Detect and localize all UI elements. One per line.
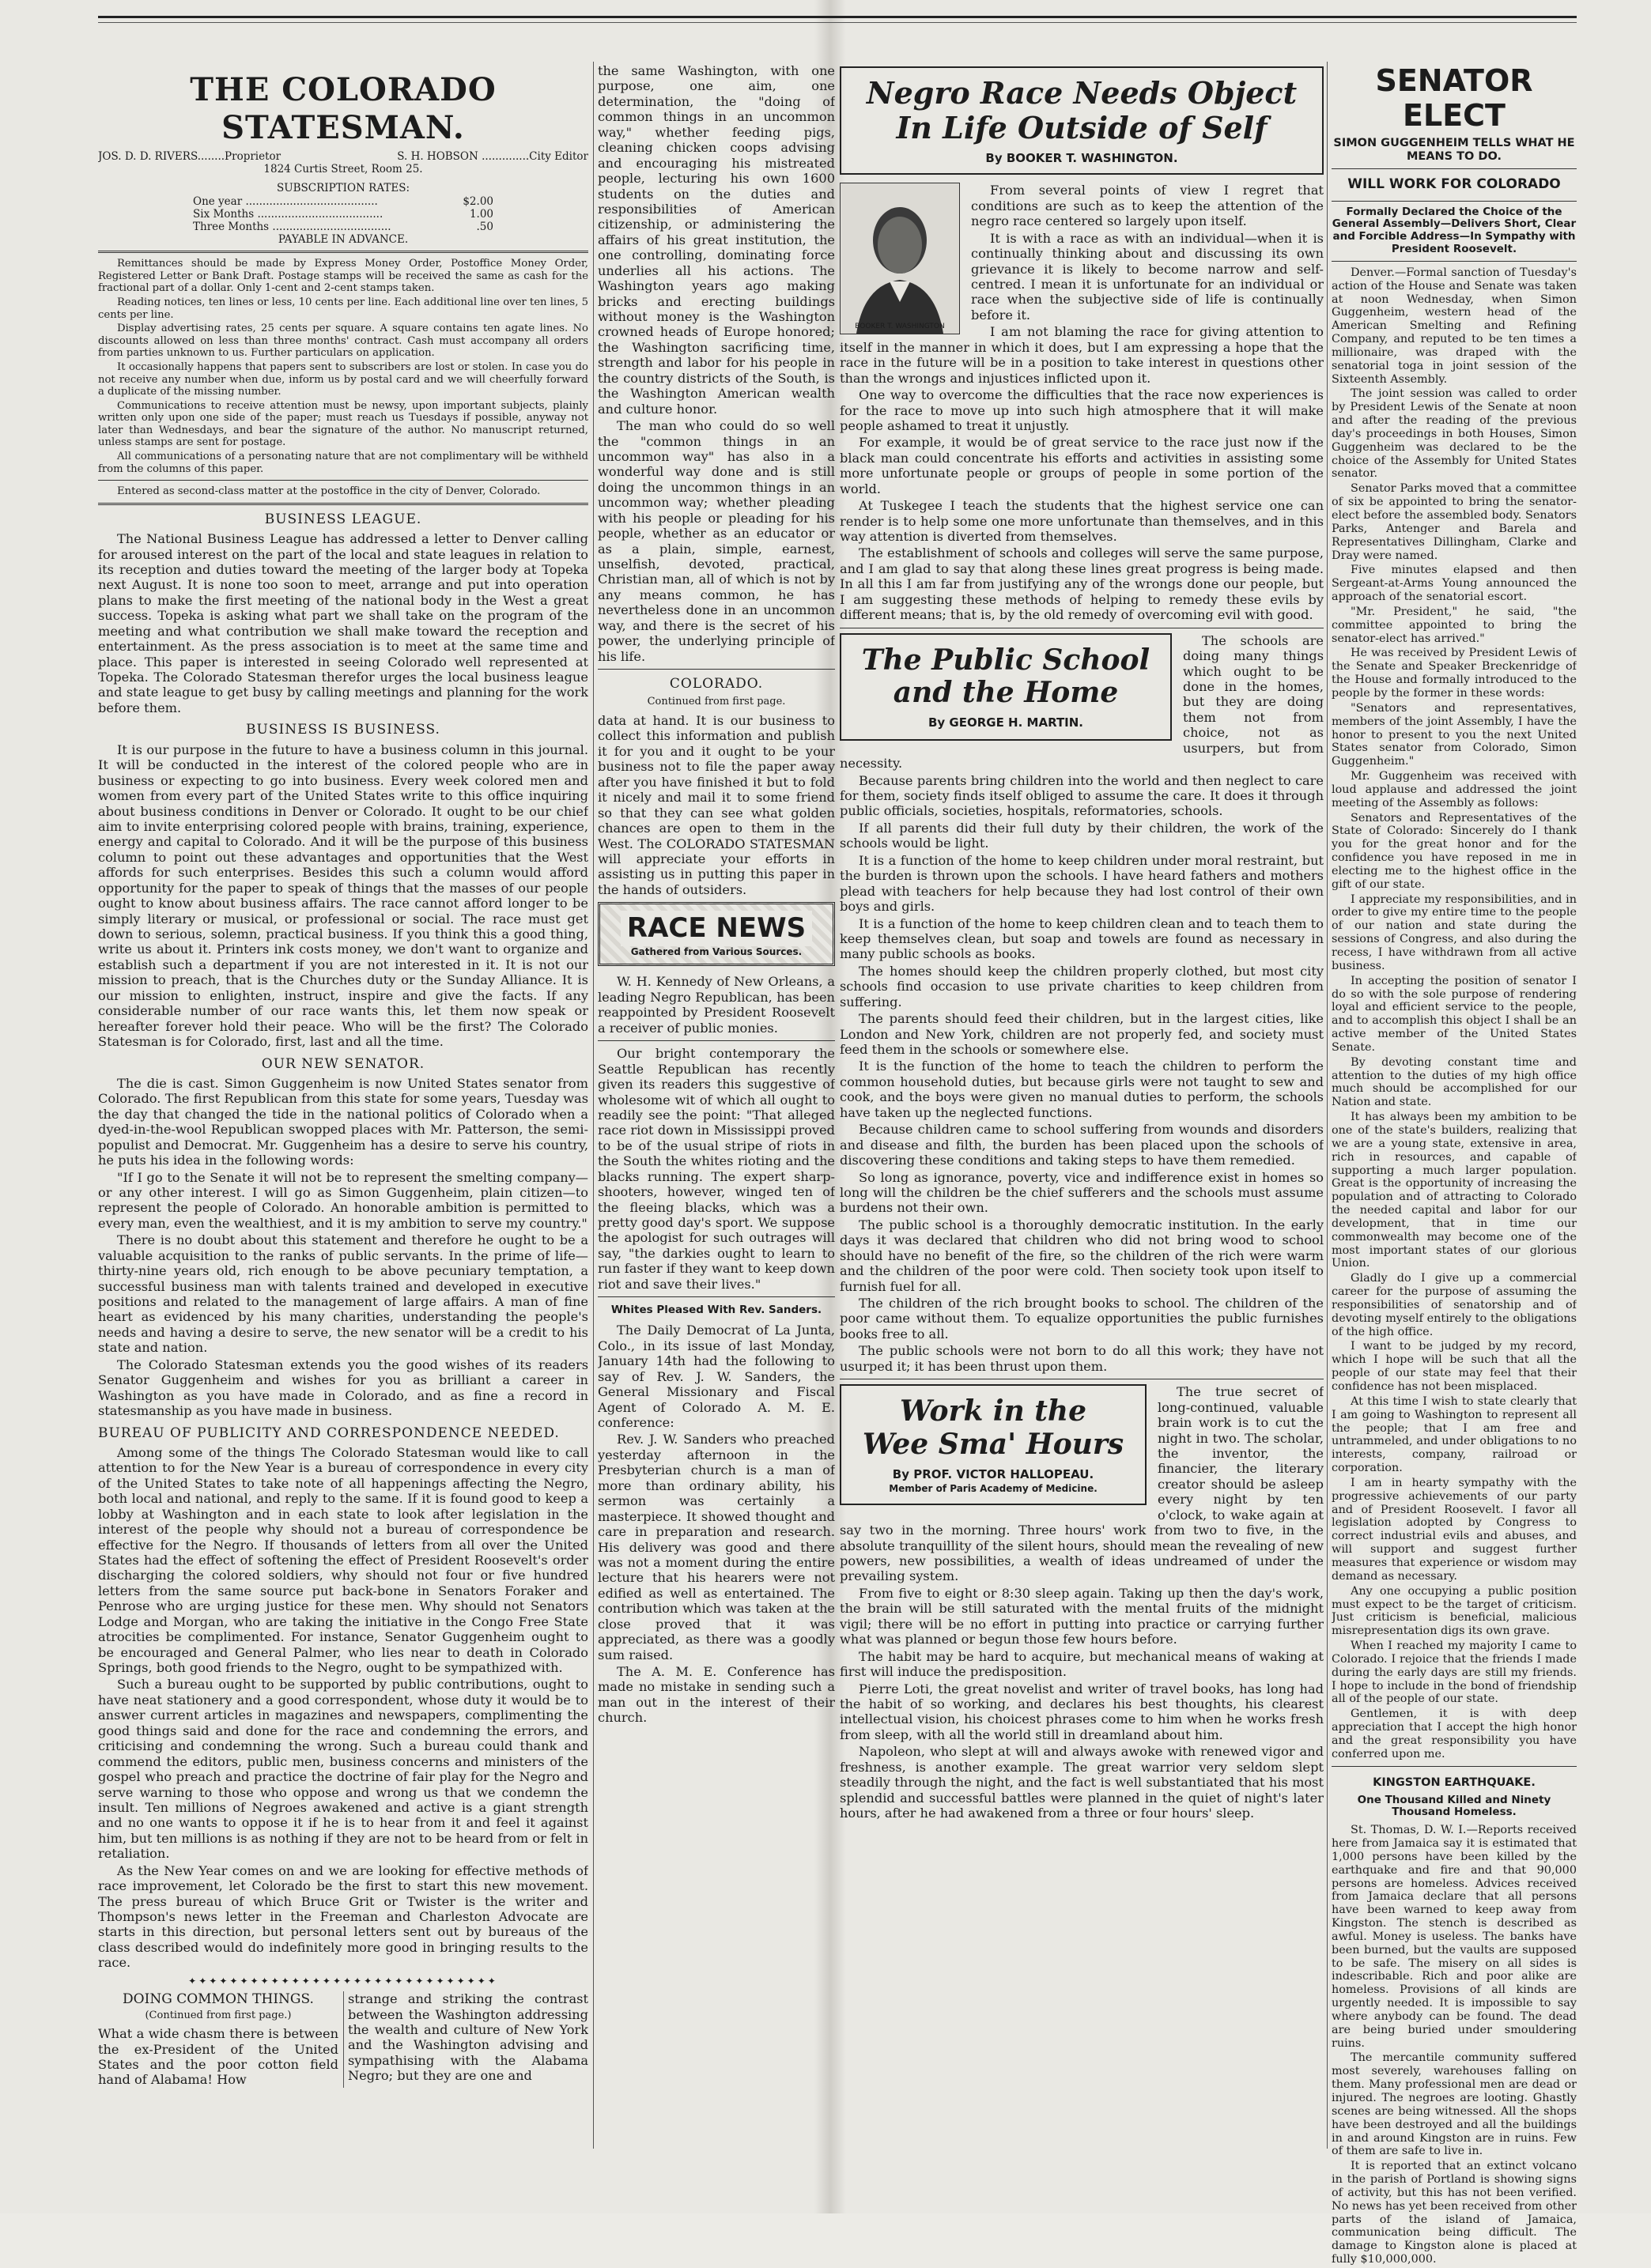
divider [598,669,835,670]
article-paragraph: The National Business League has addressed a letter to Denver calling for aroused interest on the part of the local and state leagues in relation to its reception and duties toward the meeting of the larger body at Topeka next August. It is none too soon to meet, arrange and put into operation plans to make the first meeting of the national body in the West a great success. Topeka is asking what part we shall take on the program of the meeting and what contribution we shall make toward the reception and entertainment. As the press association is to meet at the same time and place. This paper is interested in seeing Colorado well represented at Topeka. The Colorado Statesman therefor urges the local business league and state league to get busy by calling meetings and planning for the work before them. [98,531,588,715]
article-paragraph: So long as ignorance, poverty, vice and indifference exist in homes so long will the children be the chief sufferers and the schools must assume burdens not their own. [840,1169,1324,1216]
divider [598,1040,835,1041]
article-paragraph: The children of the rich brought books to school. The children of the poor came without them. To equalize opportunities the public furnishes books free to all. [840,1296,1324,1342]
article-paragraph: The mercantile community suffered most severely, warehouses falling on them. Many professional men are dead or injured. The negroes are looting. Ghastly scenes are being witnessed. All the shops have been destroyed and all the buildings in and around Kingston are in ruins. Few of them are safe to live in. [1332,2051,1577,2158]
article-paragraph: The joint session was called to order by President Lewis of the Senate at noon and after the reading of the previous day's proceedings in both Houses, Simon Guggenheim was declared to be the choice of the Assembly for United States senator. [1332,387,1577,481]
public-school-headline-box [840,633,1172,742]
divider [98,251,588,253]
article-paragraph: I appreciate my responsibilities, and in order to give my entire time to the people of our nation and state during the sessions of Congress, and also during the recess, I have withdrawn from all active business. [1332,892,1577,972]
article-paragraph: It is the function of the home to teach the children to perform the common household duties, but because girls were not taught to sew and cook, and the boys were given no manual duties to perform, the schools have taken up the neglected functions. [840,1059,1324,1120]
column-4 [1332,63,1577,2268]
article-paragraph: What a wide chasm there is between the ex-President of the United States and the poor cotton field hand of Alabama! How [98,2026,338,2088]
article-paragraph: Gentlemen, it is with deep appreciation that I accept the high honor and the great responsibility you have conferred upon me. [1332,1708,1577,1760]
article-paragraph: the same Washington, with one purpose, one aim, one determination, the "doing of common things in an uncommon way," whether feeding pigs, cleaning chicken coops advising and encouraging his mistreated people, lecturing his own 1600 students on the duties and responsibilities of American citizenship, or administering the affairs of his great institution, the one controlling, dominating force underlies all his actions. The Washington years ago making bricks and erecting buildings without money is the Washington crowned heads of Europe honored; the Washington sacrificing time, strength and labor for his people in the country districts of the South, is the Washington American wealth and culture honor. [598,63,835,417]
article-paragraph: The man who could do so well the "common things in an uncommon way" has also in a wonderful way done and is still doing the uncommon things in an uncommon way; whether pleading with his people or pleading for his people, whether as an educator or as a plain, simple, earnest, unselfish, devoted, practical, Christian man, all of which is not by any means common, he has nevertheless done in an uncommon way, and there is the secret of his power, the underlying principle of his life. [598,418,835,664]
column-rule-1 [593,62,594,2149]
article-paragraph: The die is cast. Simon Guggenheim is now United States senator from Colorado. The first Republican from this state for some years, Tuesday was the day that changed the tide in the national politics of Colorado when a dyed-in-the-wool Republican swopped places with Mr. Patterson, the semi-populist and Democrat. Mr. Guggenheim has a desire to serve his country, he puts his idea in the following words: [98,1075,588,1168]
divider [1332,261,1577,262]
top-rule-thin [98,22,1577,23]
masthead-staff [98,150,588,163]
sanders-heading: Whites Pleased With Rev. Sanders. [610,1304,822,1317]
article-paragraph: Senators and Representatives of the State of Colorado: Sincerely do I thank you for the great honor and for the confidence you have reposed in me in electing me to the highest office in the gift of our state. [1332,811,1577,891]
headline-line: Negro Race Needs Object [866,75,1298,111]
divider [1332,1766,1577,1767]
article-paragraph: The Colorado Statesman extends you the good wishes of its readers Senator Guggenheim and wishes for you as brilliant a career in Washington as you have made in Colorado, and as fine a record in statesmanship as you have made in business. [98,1357,588,1419]
article-paragraph: The public school is a thoroughly democratic institution. In the early days it was declared that children who did not bring wood to school should have no benefit of the fire, so the children of the rich were warm and the children of the poor were cold. Then society took upon itself to furnish fuel for all. [840,1217,1324,1294]
article-paragraph: The A. M. E. Conference has made no mistake in sending such a man out in the interest of their church. [598,1664,835,1726]
article-paragraph: When I reached my majority I came to Colorado. I rejoice that the friends I made during the early days are still my friends. I hope to include in the bond of friendship all of the people of our state. [1332,1640,1577,1706]
byline: By GEORGE H. MARTIN. [928,715,1084,730]
senator-elect-headline: SENATOR ELECT [1375,63,1533,134]
colorado-heading: COLORADO. [669,676,764,692]
rate-row: One year ....................................... $2.00 [193,194,493,208]
article-paragraph: From several points of view I regret that conditions are such as to keep the attention of the negro race centered so largely upon itself. [971,183,1324,229]
kingston-deck: One Thousand Killed and Ninety Thousand Homeless. [1357,1793,1551,1819]
divider [98,503,588,505]
wee-hours-headline-box [840,1384,1147,1505]
senator-subhead-2: WILL WORK FOR COLORADO [1347,175,1561,192]
ornament-rule: ✦✦✦✦✦✦✦✦✦✦✦✦✦✦✦✦✦✦✦✦✦✦✦✦✦✦✦✦✦✦ [188,1975,498,1987]
article-paragraph: "If I go to the Senate it will not be to represent the smelting company—or any other interest. I will go as Simon Guggenheim, plain citizen—to represent the people of Colorado. An honorable ambition is permitted to every man, even the wealthiest, and it is my ambition to serve my country." [98,1169,588,1231]
masthead-title: THE COLORADO STATESMAN. [190,71,497,146]
article-paragraph: It is our purpose in the future to have a business column in this journal. It will be conducted in the interest of the colored people who are in business or expecting to go into business. Every week colored men and women from every part of the United States write to this office inquiring about business conditions in Denver or Colorado. It ought to be our chief aim to invite enterprising colored people with brains, training, experience, energy and capital to Colorado. And it will be the purpose of this business column to point out these advantages and opportunities that the West affords for such enterprises. Besides this such a column would afford opportunity for the paper to speak of things that the masses of our people ought to know about business affairs. The race cannot afford longer to be simply literary or musical, or professional or social. The race must get down to serious, solemn, practical business. If you think this a good thing, write us about it. Printers ink costs money, we don't want to organize and establish such a department if you are not interested in it. It is not our mission to preach, that is the Churches duty or the Sunday Alliance. It is our mission to enlighten, instruct, inspire and give the facts. If any considerable number of our race wants this, let them now speak or hereafter forever hold their peace. Who will be the first? The Colorado Statesman is for Colorado, first, last and all the time. [98,742,588,1050]
article-paragraph: The true secret of long-continued, valuable brain work is to cut the night in two. The scholar, the inventor, the financier, the literary creator should be asleep every night by ten o'clock, to wake again at say two in the morning. Three hours' work from two to five, in the absolute tranquillity of the silent hours, should mean the revealing of new powers, new possibilities, a wealth of ideas undreamed of under the prevailing system. [840,1384,1324,1584]
race-news-title: RACE NEWS [621,911,812,946]
article-paragraph: Rev. J. W. Sanders who preached yesterday afternoon in the Presbyterian church is a man of more than ordinary ability, his sermon was certainly a masterpiece. It showed thought and care in preparation and research. His delivery was good and there was not a moment during the entire lecture that his hearers were not edified as well as entertained. The contribution which was taken at the close proved that it was appreciated, as there was a goodly sum raised. [598,1432,835,1662]
headline-line: The Public School [861,643,1150,677]
rate-row: Six Months ..................................... 1.00 [193,207,493,221]
divider [1332,168,1577,169]
masthead-address: 1824 Curtis Street, Room 25. [263,163,423,176]
article-paragraph: It has always been my ambition to be one of the state's builders, realizing that we are a young state, extensive in area, rich in resources, and capable of supporting a much larger population. Great is the opportunity of increasing the population and of attracting to Colorado the needed capital and labor for our development, that in time our commonwealth may become one of the most important states of our glorious Union. [1332,1111,1577,1270]
article-paragraph: The habit may be hard to acquire, but mechanical means of waking at first will induce the predisposition. [840,1648,1324,1680]
divider [598,1296,835,1297]
senator-deck: Formally Declared the Choice of the General Assembly—Delivers Short, Clear and Forcible Address—In Sympathy with President Roosevelt. [1332,205,1577,256]
article-paragraph: Denver.—Formal sanction of Tuesday's action of the House and Senate was taken at noon Wednesday, when Simon Guggenheim, western head of the American Smelting and Refining Company, and reputed to be ten times a millionaire, was draped with the senatorial toga in joint session of the Sixteenth Assembly. [1332,266,1577,386]
article-paragraph: One way to overcome the difficulties that the race now experiences is for the race to move up into such high atmosphere that it will make people ashamed to treat it unjustly. [840,387,1324,433]
article-paragraph: "Senators and representatives, members of the joint Assembly, I have the honor to present to you the next United States senator from Colorado, Simon Guggenheim." [1332,701,1577,768]
article-paragraph: For example, it would be of great service to the race just now if the black man could concentrate his efforts and activities in assisting some more unfortunate people or groups of people in some portion of the world. [840,435,1324,496]
portrait-drawing [841,183,959,334]
masthead-editor: S. H. HOBSON ..............City Editor [397,150,588,163]
column-rule-3 [1327,62,1328,2149]
article-paragraph: As the New Year comes on and we are looking for effective methods of race improvement, let Colorado be the first to start this new movement. The press bureau of which Bruce Grit or Twister is the writer and Thompson's news letter in the Freeman and Charleston Advocate are starts in this direction, but personal letters sent out by bureaus of the class described would do indefinitely more good in bringing results to the race. [98,1862,588,1971]
entered-notice: Entered as second-class matter at the postoffice in the city of Denver, Colorado. [117,485,541,498]
headline-line: In Life Outside of Self [896,109,1268,145]
article-paragraph: If all parents did their full duty by their children, the work of the schools would be light. [840,820,1324,851]
byline: By BOOKER T. WASHINGTON. [985,151,1178,166]
article-paragraph: From five to eight or 8:30 sleep again. Taking up then the day's work, the brain will be still saturated with the mental fruits of the midnight vigil; there will be no effort in putting into practice or carrying further what was planned or begun those few hours before. [840,1585,1324,1647]
article-paragraph: In accepting the position of senator I do so with the sole purpose of rendering loyal and efficient service to the people, and to accomplish this object I shall be an active member of the United States Senate. [1332,974,1577,1054]
race-news-item: Our bright contemporary the Seattle Republican has recently given its readers this suggestive of wholesome wit of which all ought to readily see the point: "That alleged race riot down in Mississippi proved to be of the usual stripe of riots in the South the whites rioting and the blacks running. The expert sharp-shooters, however, winged ten of the fleeing blacks, which was a pretty good day's sport. We suppose the apologist for such outrages will say, "the darkies ought to learn to run faster if they want to keep down riot and save their lives." [598,1046,835,1292]
column-3 [840,63,1324,1822]
race-news-item: W. H. Kennedy of New Orleans, a leading Negro Republican, has been reappointed by President Roosevelt a receiver of public monies. [598,974,835,1036]
payable-advance: PAYABLE IN ADVANCE. [278,233,409,247]
rate-row: Three Months ................................... .50 [193,220,493,233]
article-paragraph: data at hand. It is our business to collect this information and publish it for you and it ought to be your business not to file the paper away after you have finished it but to fold it nicely and mail it to some friend so that they can see what golden chances are open to them in the West. The COLORADO STATESMAN will appreciate your efforts in assisting us in putting this paper in the hands of outsiders. [598,713,835,897]
article-paragraph: Any one occupying a public position must expect to be the target of criticism. Just criticism is beneficial, malicious misrepresentation digs its own grave. [1332,1584,1577,1638]
article-paragraph: The parents should feed their children, but in the largest cities, like London and New York, children are not properly fed, and society must feed them in the schools or somewhere else. [840,1011,1324,1057]
race-news-subtitle: Gathered from Various Sources. [630,946,803,958]
article-paragraph: Mr. Guggenheim was received with loud applause and addressed the joint meeting of the Assembly as follows: [1332,770,1577,809]
article-paragraph: Gladly do I give up a commercial career for the purpose of assuming the responsibilities of senatorship and of devoting myself entirely to the obligations of the high office. [1332,1272,1577,1338]
article-paragraph: Such a bureau ought to be supported by public contributions, ought to have neat stationery and a good correspondent, whose duty it would be to answer current articles in magazines and newspapers, complimenting the good things said and done for the race and condemning the errors, and criticising and condemning the wrong. Such a bureau could thank and commend the editors, public men, business concerns and ministers of the gospel who preach and practice the doctrine of fair play for the Negro and serve warning to those who oppose and wrong us that we condemn the insult. Ten millions of Negroes awakened and active is a giant strength and no one wants to oppose it if he is to hear from it and feel it against him, but ten millions is as nothing if they are not to be heard from or felt in retaliation. [98,1677,588,1862]
masthead-proprietor: JOS. D. D. RIVERS........Proprietor [98,150,281,163]
article-paragraph: "Mr. President," he said, "the committee appointed to bring the senator-elect has arrived." [1332,605,1577,645]
article-paragraph: The public schools were not born to do all this work; they have not usurped it; it has been thrust upon them. [840,1343,1324,1374]
article-paragraph: The schools are doing many things which ought to be done in the homes, but they are doing them not from choice, not as usurpers, but from necessity. [840,632,1324,772]
article-paragraph: The homes should keep the children properly clothed, but most city schools find occasion to use private charities to keep children from suffering. [840,963,1324,1009]
article-paragraph: Senator Parks moved that a committee of six be appointed to bring the senator-elect before the assembled body. Senators Parks, Antenger and Barela and Representatives Dillingham, Clarke and Dray were named. [1332,482,1577,562]
article-paragraph: Five minutes elapsed and then Sergeant-at-Arms Young announced the approach of the senatorial escort. [1332,564,1577,604]
article-paragraph: The Daily Democrat of La Junta, Colo., in its issue of last Monday, January 14th had the following to say of Rev. J. W. Sanders, the General Missionary and Fiscal Agent of Colorado A. M. E. conference: [598,1323,835,1431]
senator-subhead: SIMON GUGGENHEIM TELLS WHAT HE MEANS TO DO. [1333,136,1575,163]
rates-title: SUBSCRIPTION RATES: [276,182,410,195]
divider [98,480,588,481]
article-paragraph: It is a function of the home to keep children under moral restraint, but the burden is thrown upon the schools. I have heard fathers and mothers plead with teachers for help because they had lost control of their own boys and girls. [840,852,1324,915]
top-rule [98,16,1577,18]
headline-line: and the Home [893,676,1119,710]
article-paragraph: It is a function of the home to keep children clean and to teach them to keep themselves clean, but soap and towels are found as necessary in many public schools as books. [840,915,1324,962]
article-paragraph: I am not blaming the race for giving attention to itself in the manner in which it does, but I am expressing a hope that the race in the future will be in a position to take interest in questions other than the wrongs and injustices inflicted upon it. [840,324,1324,386]
article-paragraph: At this time I wish to state clearly that I am going to Washington to represent all the people; that I am free and untrammeled, and under obligations to no interests, company, railroad or corporation. [1332,1394,1577,1475]
portrait-caption: BOOKER T. WASHINGTON [855,322,945,330]
article-paragraph: strange and striking the contrast between the Washington addressing the wealth and culture of New York and the Washington advising and sympathising with the Alabama Negro; but they are one and [348,1991,588,2084]
article-paragraph: He was received by President Lewis of the Senate and Speaker Breckenridge of the House and formally introduced to the people by the former in these words: [1332,647,1577,700]
article-paragraph: St. Thomas, D. W. I.—Reports received here from Jamaica say it is estimated that 1,000 persons have been killed by the earthquake and fire and that 90,000 persons are homeless. Advices received from Jamaica declare that all persons have been warned to keep away from Kingston. The stench is described as awful. Money is useless. The banks have been burned, but the vaults are supposed to be safe. The misery on all sides is indescribable. Rich and poor alike are homeless. Provisions of all kinds are urgently needed. It is impossible to say where anybody can be found. The dead are being buried under smouldering ruins. [1332,1824,1577,2050]
business-league-heading: BUSINESS LEAGUE. [264,511,422,527]
common-things-columns [98,1991,588,2088]
article-paragraph: Because parents bring children into the world and then neglect to care for them, society finds itself obliged to assume the care. It does it through public officials, societies, hospitals, reformatories, schools. [840,772,1324,819]
article-paragraph: At Tuskegee I teach the students that the highest service one can render is to help some one more unfortunate than themselves, and in this way attention is diverted from themselves. [840,498,1324,544]
kingston-heading: KINGSTON EARTHQUAKE. [1373,1776,1536,1789]
race-news-banner [598,902,835,966]
divider [1332,201,1577,202]
article-paragraph: By devoting constant time and attention to the duties of my high office much should be accomplished for our Nation and state. [1332,1055,1577,1109]
continued-note: Continued from first page. [647,696,786,708]
article-paragraph: Among some of the things The Colorado Statesman would like to call attention to for the New Year is a bureau of correspondence in every city of the United States to take note of all happenings affecting the Negro, both local and national, and reply to the same. If it is found good to keep a lobby at Washington and in each state to look after legislation in the interest of the people why should not a bureau of correspondence be effective for the Negro. If thousands of letters from all over the United States had the effect of softening the effect of President Roosevelt's order discharging the colored soldiers, why should not four or five hundred letters from the same source put back-bone in Senators Foraker and Penrose who are urging justice for these men. Why should not Senators Lodge and Morgan, who are taking the initiative in the Congo Free State atrocities be complimented. For instance, Senator Guggenheim ought to be encouraged and General Palmer, who lies near to death in Colorado Springs, both good friends to the Negro, ought to be sympathized with. [98,1444,588,1676]
headline-line: Work in the [899,1394,1087,1428]
article-paragraph: Because children came to school suffering from wounds and disorders and disease and filth, the burden has been placed upon the schools of discovering these conditions and taking steps to have them remedied. [840,1122,1324,1168]
continued-note: (Continued from first page.) [145,2009,292,2021]
bureau-heading: BUREAU OF PUBLICITY AND CORRESPONDENCE NEEDED. [98,1425,560,1441]
business-is-business-heading: BUSINESS IS BUSINESS. [246,722,440,738]
article-paragraph: Napoleon, who slept at will and always awoke with renewed vigor and freshness, is another example. The great warrior very seldom slept steadily through the night, and the fact is well substantiated that his most splendid and successful battles were planned in the quiet of night's later hours, after he had awakened from a three or four hours' sleep. [840,1744,1324,1821]
article-paragraph: I want to be judged by my record, which I hope will be such that all the people of our state may feel that their confidence has not been misplaced. [1332,1340,1577,1393]
article-paragraph: Pierre Loti, the great novelist and writer of travel books, has long had the habit of so working, and declares his best thoughts, his clearest intellectual vision, his choicest phrases come to him when he works fresh from sleep, with all the world still in dreamland about him. [840,1681,1324,1742]
subscription-rates [193,182,493,246]
article-paragraph: It is reported that an extinct volcano in the parish of Portland is showing signs of activity, but this has not been verified. No news has yet been received from other parts of the island of Jamaica, communication being difficult. The damage to Kingston alone is placed at fully $10,000,000. [1332,2160,1577,2266]
article-paragraph: There is no doubt about this statement and therefore he ought to be a valuable acquisition to the ranks of public servants. In the prime of life—thirty-nine years old, rich enough to be above pecuniary temptation, a successful business man with talents trained and developed in executive positions and related to the management of large affairs. A man of fine heart as evidenced by his many charities, understanding the people's needs and having a desire to serve, the new senator will be a credit to his state and nation. [98,1232,588,1356]
negro-race-headline-box [840,66,1324,175]
column-2 [598,63,835,1727]
article-paragraph: The establishment of schools and colleges will serve the same purpose, and I am glad to say that along these lines great progress is being made. In all this I am far from justifying any of the wrongs done our people, but I am suggesting these methods of helping to remedy these evils by different means; that is, by the old remedy of overcoming evil with good. [840,545,1324,623]
headline-line: Wee Sma' Hours [862,1427,1124,1461]
booker-washington-portrait [840,183,960,334]
byline: By PROF. VICTOR HALLOPEAU. [892,1466,1094,1481]
new-senator-heading: OUR NEW SENATOR. [261,1055,425,1072]
byline-affiliation: Member of Paris Academy of Medicine. [889,1482,1098,1494]
column-1 [98,63,588,2088]
article-paragraph: It is with a race as with an individual—when it is continually thinking about and discussing its own grievance it is likely to become narrow and self-centred. I mean it is unfortunate for an individual or race when the subjective side of life is continually before it. [971,230,1324,323]
notices: Remittances should be made by Express Money Order, Postoffice Money Order, Registered Letter or Bank Draft. Postage stamps will be received the same as cash for the fractional part of a dollar. Only 1-cent and 2-cent stamps taken. Reading notices, ten lines or less, 10 cents per line. Each additional line over ten lines, 5 cents per line. Display advertising rates, 25 cents per square. A square contains ten agate lines. No discounts allowed on less than three months' contract. Cash must accompany all orders from parties unknown to us. Further particulars on application. It occasionally happens that papers sent to subscribers are lost or stolen. In case you do not receive any number when due, inform us by postal card and we will cheerfully forward a duplicate of the missing number. Communications to receive attention must be newsy, upon important subjects, plainly written only upon one side of the paper; must reach us Tuesdays if possible, anyway not later than Wednesdays, and bear the signature of the author. No manuscript returned, unless stamps are sent for postage. All communications of a personating nature that are not complimentary will be withheld from the columns of this paper. [98,258,588,475]
common-things-heading: DOING COMMON THINGS. [123,1991,314,2008]
article-paragraph: I am in hearty sympathy with the progressive achievements of our party and of President Roosevelt. I favor all legislation adopted by Congress to correct industrial evils and abuses, and will support and suggest further measures that experience or wisdom may demand as necessary. [1332,1476,1577,1583]
